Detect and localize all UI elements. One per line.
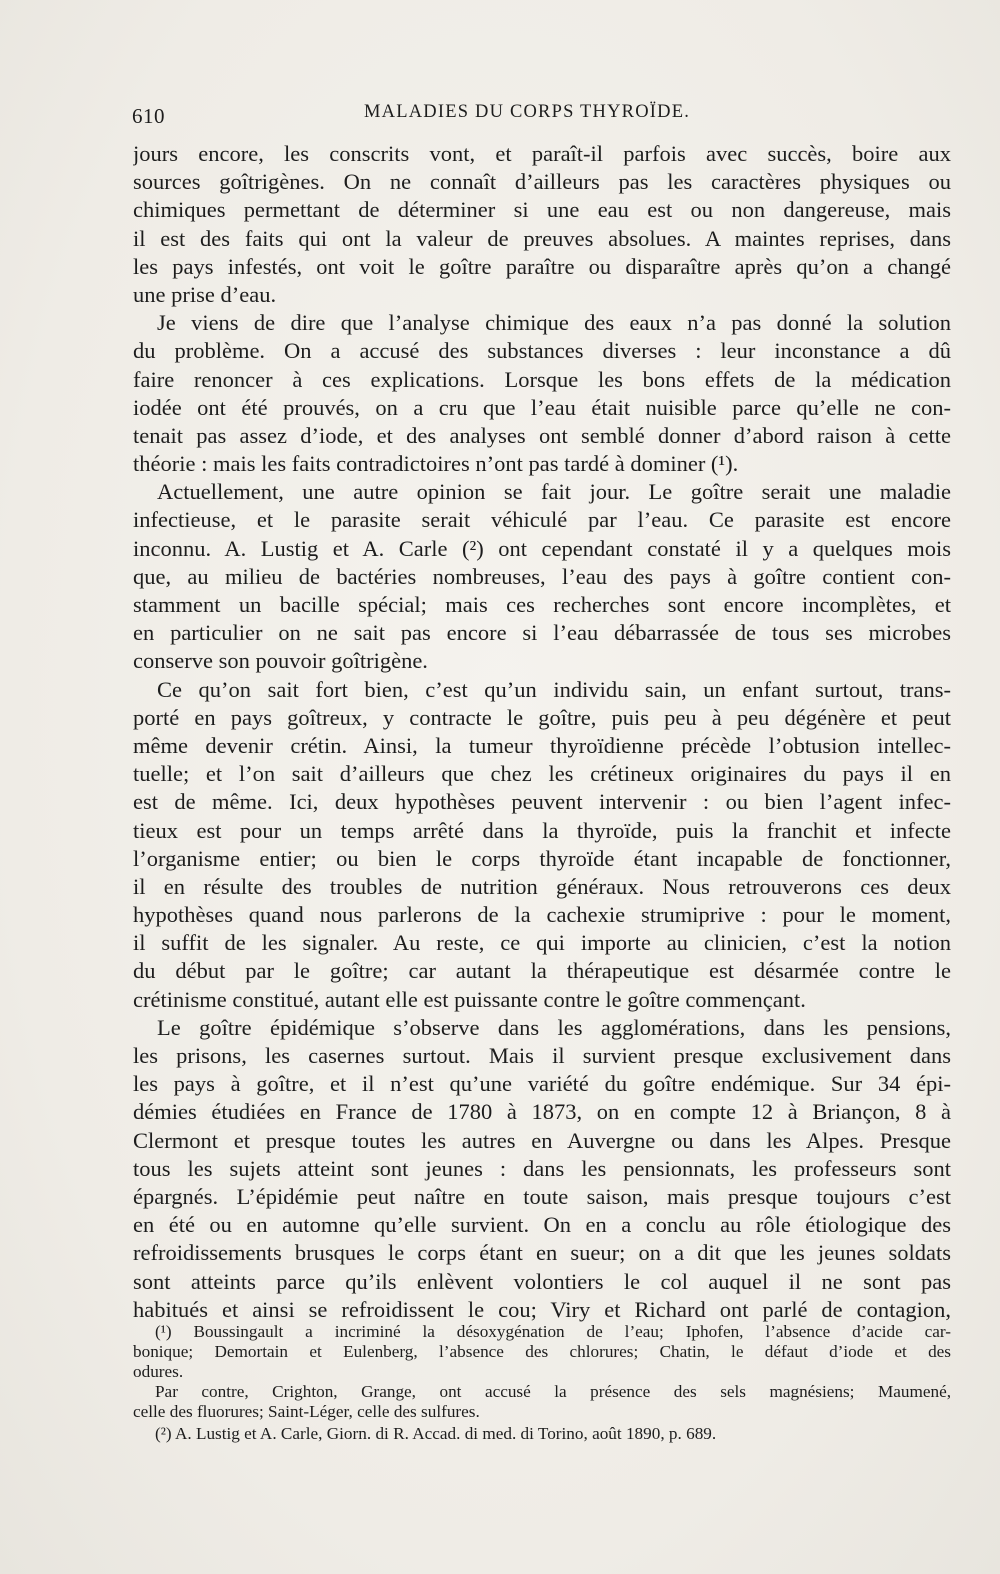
text-line: stamment un bacille spécial; mais ces recherches sont encore incomplètes, et [133, 592, 951, 617]
text-line: même devenir crétin. Ainsi, la tumeur thyroïdienne précède l’obtusion intellec- [133, 732, 951, 758]
text-line: sont atteints parce qu’ils enlèvent volontiers le col auquel il ne sont pas [133, 1268, 951, 1294]
text-line: Le goître épidémique s’observe dans les agglomérations, dans les pensions, [157, 1014, 951, 1040]
text-line: Je viens de dire que l’analyse chimique des eaux n’a pas donné la solution [157, 310, 951, 336]
text-line: Ce qu’on sait fort bien, c’est qu’un individu sain, un enfant surtout, trans- [157, 676, 951, 702]
text-line: iodée ont été prouvés, on a cru que l’eau était nuisible parce qu’elle ne con- [133, 394, 951, 420]
text-line: sources goîtrigènes. On ne connaît d’ailleurs pas les caractères physiques ou [133, 169, 951, 195]
text-line: crétinisme constitué, autant elle est puissante contre le goître commençant. [133, 986, 806, 1012]
text-line: refroidissements brusques le corps étant en sueur; on a dit que les jeunes soldats [133, 1240, 951, 1266]
text-line: est de même. Ici, deux hypothèses peuvent intervenir : ou bien l’agent infec- [133, 789, 951, 815]
footnote-line: (¹) Boussingault a incriminé la désoxygénation de l’eau; Iphofen, l’absence d’acide car- [155, 1322, 951, 1341]
text-line: tieux est pour un temps arrêté dans la thyroïde, puis la franchit et infecte [133, 817, 951, 843]
text-line: démies étudiées en France de 1780 à 1873, on en compte 12 à Briançon, 8 à [133, 1099, 951, 1125]
text-line: tous les sujets atteint sont jeunes : dans les pensionnats, les professeurs sont [133, 1155, 951, 1181]
text-line: du problème. On a accusé des substances diverses : leur inconstance a dû [133, 338, 951, 364]
text-line: tuelle; et l’on sait d’ailleurs que chez les crétineux originaires du pays il en [133, 761, 951, 787]
text-line: tenait pas assez d’iode, et des analyses ont semblé donner d’abord raison à cette [133, 422, 951, 448]
footnote-line: (²) A. Lustig et A. Carle, Giorn. di R. Accad. di med. di Torino, août 1890, p. 689. [155, 1424, 717, 1443]
footnote-line: odures. [133, 1362, 184, 1381]
text-line: les prisons, les casernes surtout. Mais il survient presque exclusivement dans [133, 1043, 951, 1068]
body-text [133, 140, 951, 1324]
text-line: une prise d’eau. [133, 281, 277, 307]
footnote-line: bonique; Demortain et Eulenberg, l’absence des chlorures; Chatin, le défaut d’iode et des [133, 1342, 951, 1361]
text-line: chimiques permettant de déterminer si une eau est ou non dangereuse, mais [133, 197, 951, 223]
text-line: habitués et ainsi se refroidissent le cou; Viry et Richard ont parlé de contagion, [133, 1296, 951, 1322]
text-line: faire renoncer à ces explications. Lorsque les bons effets de la médication [133, 366, 951, 392]
text-line: en été ou en automne qu’elle survient. On en a conclu au rôle étiologique des [133, 1212, 951, 1238]
text-line: Actuellement, une autre opinion se fait jour. Le goître serait une maladie [157, 479, 951, 505]
running-title: MALADIES DU CORPS THYROÏDE. [364, 102, 691, 122]
text-line: que, au milieu de bactéries nombreuses, l’eau des pays à goître contient con- [133, 563, 951, 589]
text-line: Clermont et presque toutes les autres en Auvergne ou dans les Alpes. Presque [133, 1127, 951, 1153]
footnote-line: Par contre, Crighton, Grange, ont accusé la présence des sels magnésiens; Maumené, [155, 1382, 951, 1401]
text-line: porté en pays goîtreux, y contracte le goître, puis peu à peu dégénère et peut [133, 704, 951, 730]
page-number: 610 [132, 104, 165, 128]
text-line: théorie : mais les faits contradictoires n’ont pas tardé à dominer (¹). [133, 451, 739, 477]
text-line: conserve son pouvoir goîtrigène. [133, 648, 428, 674]
text-line: il suffit de les signaler. Au reste, ce qui importe au clinicien, c’est la notion [133, 930, 951, 956]
text-line: jours encore, les conscrits vont, et paraît-il parfois avec succès, boire aux [133, 141, 951, 166]
text-line: inconnu. A. Lustig et A. Carle (²) ont cependant constaté il y a quelques mois [133, 535, 951, 561]
text-line: hypothèses quand nous parlerons de la cachexie strumiprive : pour le moment, [133, 902, 951, 928]
text-line: il est des faits qui ont la valeur de preuves absolues. A maintes reprises, dans [133, 225, 951, 251]
footnotes [133, 1322, 951, 1444]
footnote-line: celle des fluorures; Saint-Léger, celle des sulfures. [133, 1402, 480, 1421]
text-line: il en résulte des troubles de nutrition généraux. Nous retrouverons ces deux [133, 873, 951, 899]
text-line: les pays à goître, et il n’est qu’une variété du goître endémique. Sur 34 épi- [133, 1071, 951, 1097]
text-line: les pays infestés, ont voit le goître paraître ou disparaître après qu’on a changé [133, 253, 951, 279]
text-line: en particulier on ne sait pas encore si l’eau débarrassée de tous ses microbes [133, 620, 951, 646]
text-line: infectieuse, et le parasite serait véhiculé par l’eau. Ce parasite est encore [133, 507, 951, 533]
page-header [132, 100, 952, 130]
text-line: l’organisme entier; ou bien le corps thyroïde étant incapable de fonctionner, [133, 845, 951, 871]
text-line: du début par le goître; car autant la thérapeutique est désarmée contre le [133, 958, 951, 984]
text-line: épargnés. L’épidémie peut naître en toute saison, mais presque toujours c’est [133, 1183, 951, 1209]
